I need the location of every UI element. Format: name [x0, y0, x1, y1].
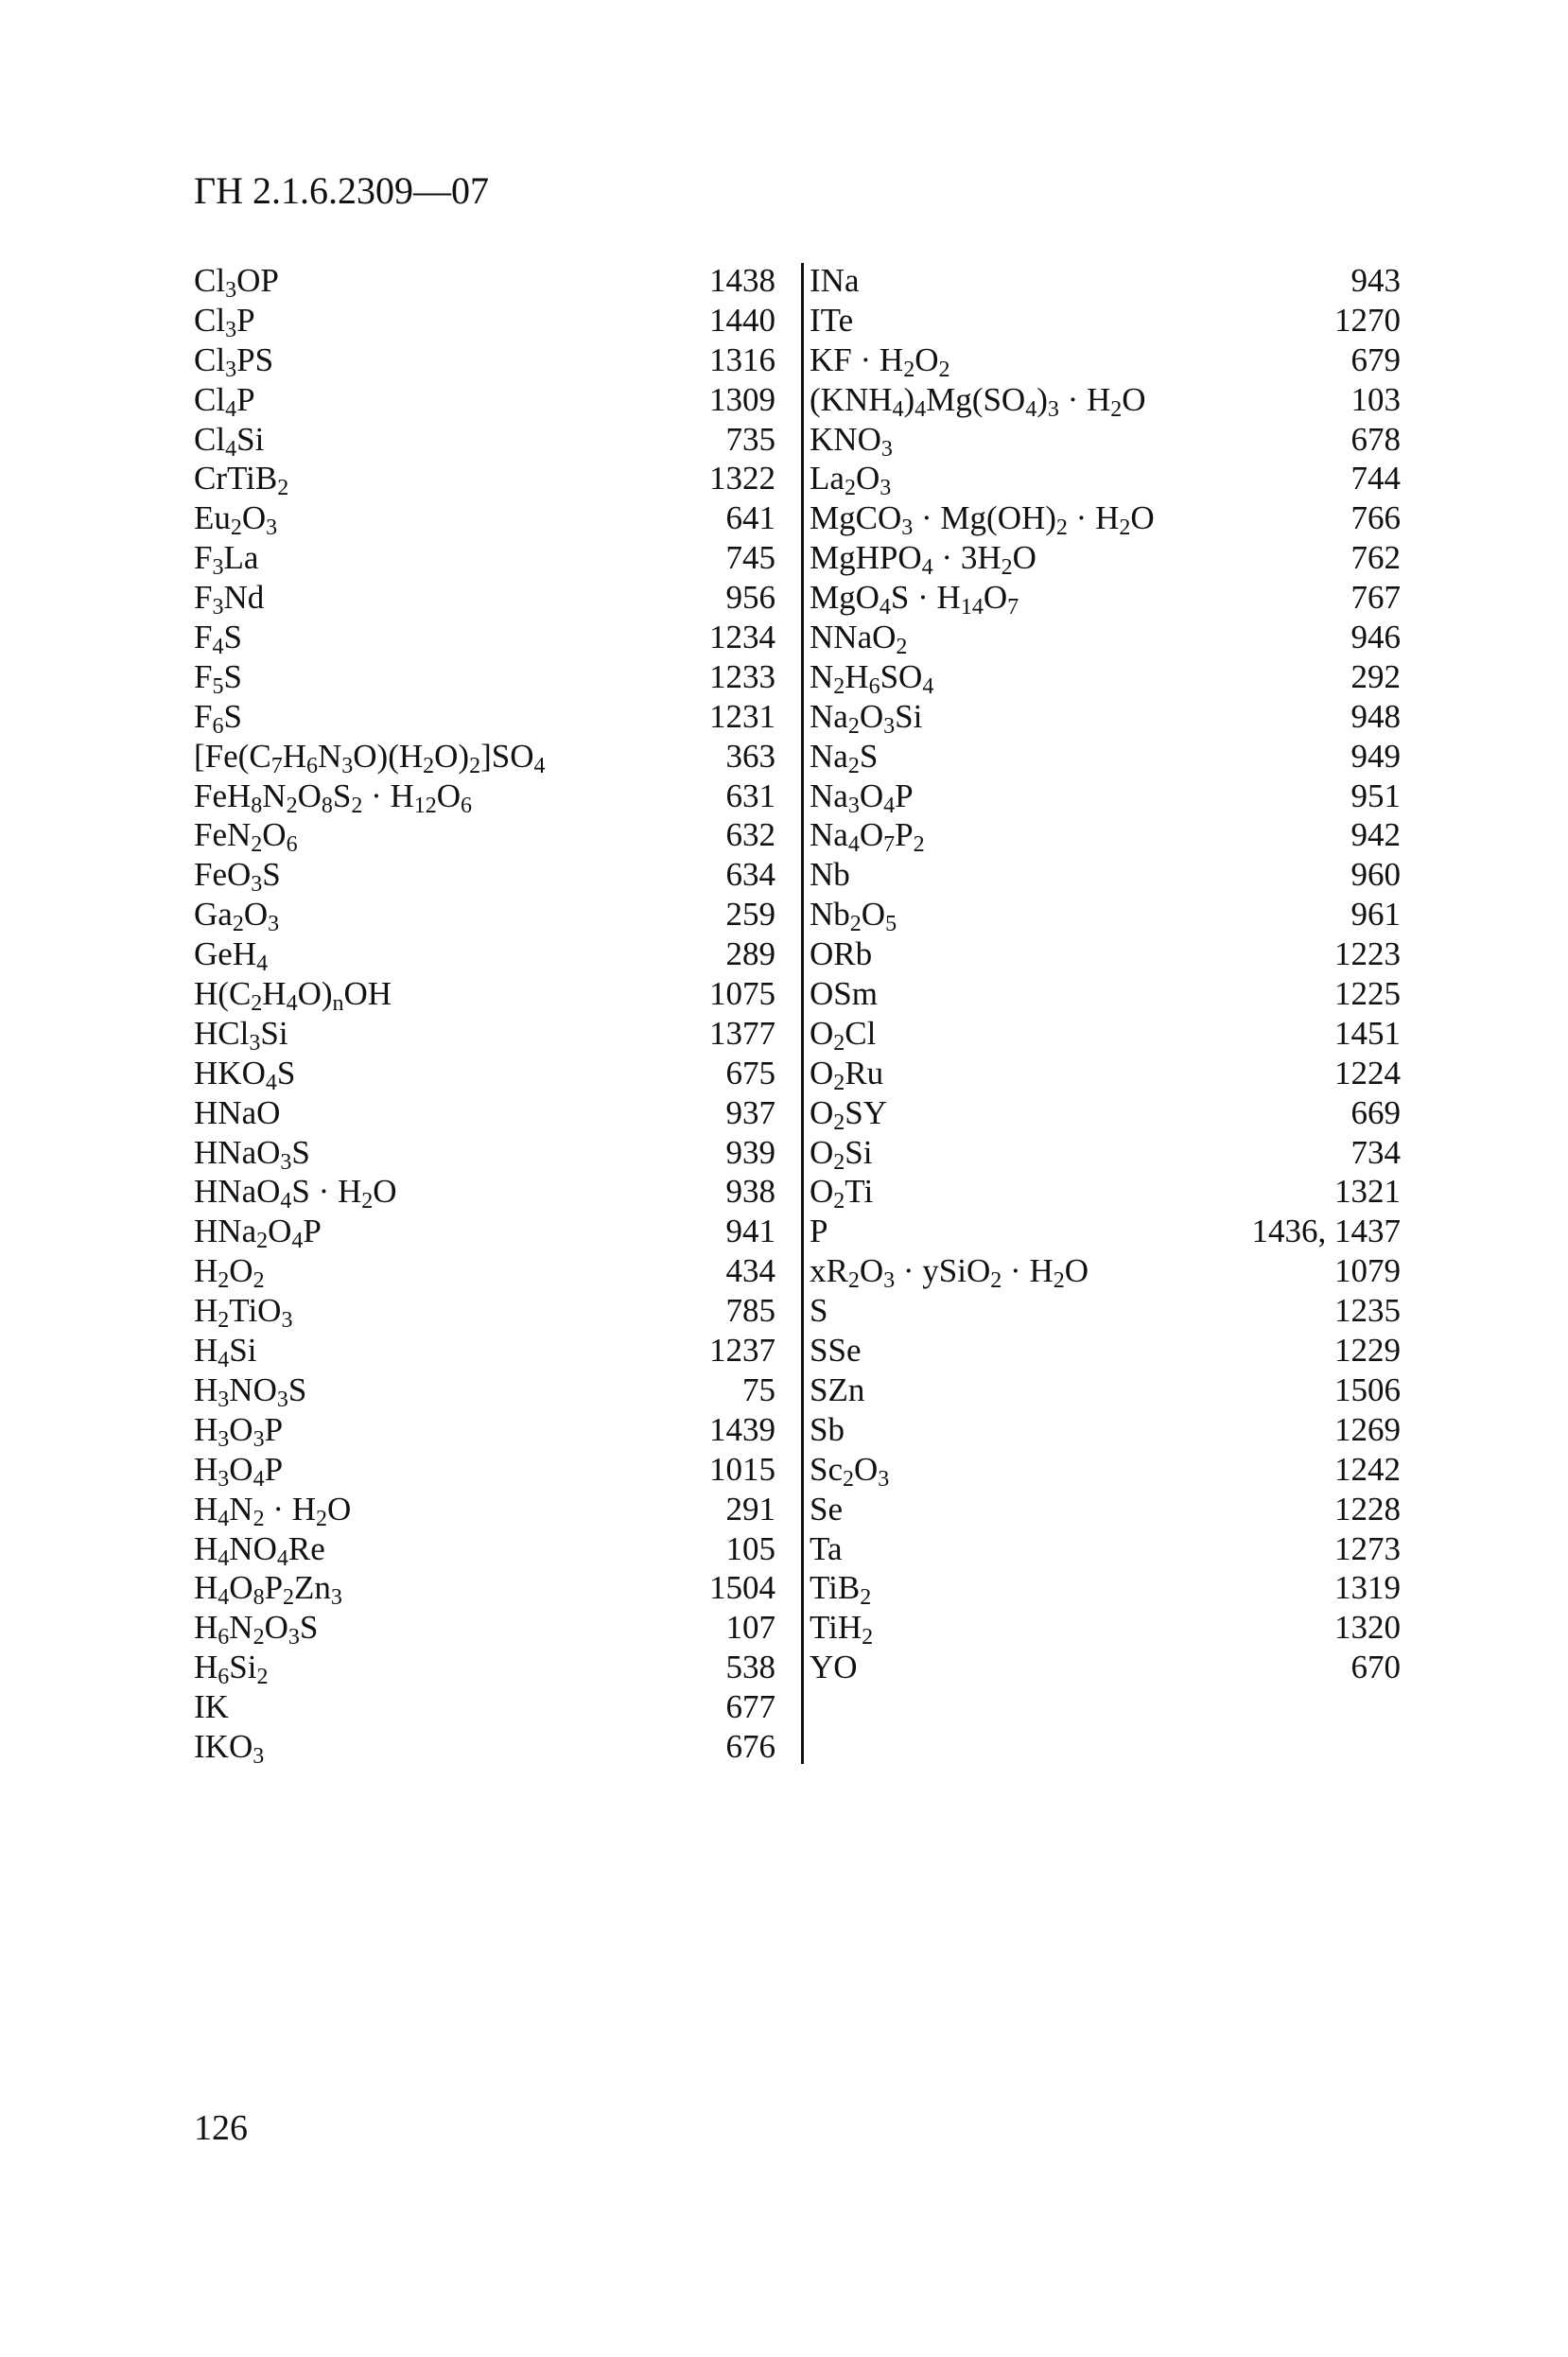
formula: $H_3NO_3S$ — [194, 1371, 307, 1412]
entry-number: 107 — [725, 1609, 775, 1647]
entry-number: 1270 — [1334, 301, 1401, 339]
table-row — [810, 1014, 1401, 1054]
entry-number: 1225 — [1334, 975, 1401, 1013]
formula: HCl$_3$Si — [194, 1014, 288, 1056]
entry-number: 956 — [725, 579, 775, 617]
table-row — [810, 1450, 1401, 1490]
formula: $H_6Si_2$ — [194, 1649, 269, 1690]
formula: $Nb_2O_5$ — [810, 896, 897, 937]
page-header: ГН 2.1.6.2309—07 — [194, 169, 490, 212]
formula: $Cl_4P$ — [194, 380, 255, 422]
entry-number: 767 — [1350, 579, 1401, 617]
entry-number: 1231 — [709, 697, 775, 735]
entry-number: 1504 — [709, 1569, 775, 1607]
table-row — [810, 895, 1401, 937]
formula: $Sc_2O_3$ — [810, 1450, 890, 1492]
table-row — [194, 618, 775, 660]
formula: FeO$_3$S — [194, 856, 281, 898]
table-row — [194, 1331, 775, 1371]
formula: $F_3La$ — [194, 539, 259, 581]
table-row — [810, 657, 1401, 697]
entry-number: 744 — [1350, 460, 1401, 498]
table-row — [810, 1648, 1401, 1687]
entry-number: 1451 — [1334, 1014, 1401, 1052]
table-row — [194, 261, 775, 301]
table-row — [810, 1291, 1401, 1331]
entry-number: 949 — [1350, 737, 1401, 775]
entry-number: 677 — [725, 1688, 775, 1726]
table-row — [194, 1608, 775, 1648]
formula: $Na_2O_3Si$ — [810, 697, 923, 739]
table-row — [810, 340, 1401, 380]
table-row — [810, 618, 1401, 660]
formula: MgCO$_3$ · $Mg(OH)_2 \cdot H_2O$ — [810, 499, 1155, 541]
formula: Se — [810, 1490, 844, 1528]
table-row — [810, 420, 1401, 460]
formula: $F_5S$ — [194, 657, 242, 699]
formula: $O_2Ru$ — [810, 1054, 884, 1095]
formula: $xR_2O_3$ · ySiO$_2$ · $H_2O$ — [810, 1252, 1089, 1294]
formula: $FeN_2O_6$ — [194, 816, 298, 858]
entry-number: 1015 — [709, 1450, 775, 1488]
formula: NNaO$_2$ — [810, 619, 908, 660]
table-row — [810, 498, 1401, 541]
table-row — [194, 1568, 775, 1611]
table-row — [194, 1727, 775, 1767]
entry-number: 631 — [725, 777, 775, 814]
formula: ITe — [810, 301, 854, 339]
formula: INa — [810, 262, 860, 299]
entry-number: 1319 — [1334, 1569, 1401, 1607]
formula: GeH$_4$ — [194, 935, 269, 977]
entry-number: 1075 — [709, 975, 775, 1013]
table-row — [194, 1251, 775, 1294]
entry-number: 939 — [725, 1133, 775, 1171]
formula: $FeH_8N_2O_8S_2 \cdot H_{12}O_6$ — [194, 777, 473, 818]
entry-number: 675 — [725, 1054, 775, 1091]
entry-number: 363 — [725, 737, 775, 775]
table-row — [810, 934, 1401, 974]
formula: $H_2O_2$ — [194, 1252, 265, 1294]
formula: $La_2O_3$ — [810, 460, 892, 501]
formula: $O_2SY$ — [810, 1093, 888, 1135]
entry-number: 745 — [725, 539, 775, 577]
entry-number: 734 — [1350, 1133, 1401, 1171]
entry-number: 960 — [1350, 856, 1401, 894]
entry-number: 292 — [1350, 657, 1401, 695]
entry-number: 941 — [725, 1213, 775, 1250]
entry-number: 1269 — [1334, 1410, 1401, 1448]
formula: $Na_3O_4P$ — [810, 777, 914, 818]
entry-number: 961 — [1350, 896, 1401, 934]
entry-number: 103 — [1350, 380, 1401, 418]
formula: Ta — [810, 1529, 843, 1567]
table-row — [194, 777, 775, 816]
formula: P — [810, 1213, 828, 1250]
formula: $H_6N_2O_3S$ — [194, 1609, 319, 1650]
formula: CrTiB$_2$ — [194, 460, 289, 501]
right-column — [810, 261, 1401, 1687]
formula: $H_4N_2 \cdot H_2O$ — [194, 1490, 352, 1531]
formula: $O_2Cl$ — [810, 1014, 877, 1056]
entry-number: 951 — [1350, 777, 1401, 814]
table-row — [810, 855, 1401, 895]
formula: $O_2Ti$ — [810, 1173, 874, 1214]
formula: $F_4S$ — [194, 619, 242, 660]
entry-number: 1438 — [709, 262, 775, 299]
formula: HNaO — [194, 1093, 281, 1131]
table-row — [810, 538, 1401, 581]
table-row — [810, 1529, 1401, 1569]
entry-number: 678 — [1350, 420, 1401, 458]
column-divider — [801, 263, 804, 1764]
entry-number: 735 — [725, 420, 775, 458]
entry-number: 1229 — [1334, 1332, 1401, 1370]
formula: $H(C_2H_4O)_nOH$ — [194, 975, 392, 1017]
table-row — [194, 934, 775, 977]
table-row — [810, 1172, 1401, 1212]
formula: SSe — [810, 1332, 862, 1370]
entry-number: 676 — [725, 1727, 775, 1765]
entry-number: 785 — [725, 1292, 775, 1330]
formula: $Cl_3PS$ — [194, 340, 274, 382]
entry-number: 291 — [725, 1490, 775, 1528]
table-row — [194, 1212, 775, 1254]
table-row — [194, 1172, 775, 1212]
formula: MgHPO$_4$ · $3H_2O$ — [810, 539, 1037, 581]
entry-number: 1377 — [709, 1014, 775, 1052]
table-row — [810, 1608, 1401, 1648]
formula: $O_2Si$ — [810, 1133, 873, 1175]
entry-number: 943 — [1350, 262, 1401, 299]
left-column — [194, 261, 775, 1767]
formula: OSm — [810, 975, 878, 1013]
entry-number: 1235 — [1334, 1292, 1401, 1330]
entry-number: 1439 — [709, 1410, 775, 1448]
table-row — [194, 895, 775, 937]
formula: Nb — [810, 856, 850, 894]
table-row — [810, 777, 1401, 816]
table-row — [810, 1212, 1401, 1251]
formula: $(KNH_4)_4Mg(SO_4)_3 \cdot H_2O$ — [810, 380, 1146, 422]
entry-number: 1321 — [1334, 1173, 1401, 1211]
table-row — [810, 380, 1401, 420]
table-row — [194, 737, 775, 777]
entry-number: 1224 — [1334, 1054, 1401, 1091]
entry-number: 105 — [725, 1529, 775, 1567]
table-row — [194, 1291, 775, 1334]
formula: $N_2H_6SO_4$ — [810, 657, 934, 699]
table-row — [810, 815, 1401, 858]
entry-number: 75 — [742, 1371, 775, 1408]
formula: SZn — [810, 1371, 865, 1408]
table-row — [194, 657, 775, 697]
entry-number: 762 — [1350, 539, 1401, 577]
entry-number: 670 — [1350, 1649, 1401, 1686]
table-row — [194, 1490, 775, 1529]
entry-number: 259 — [725, 896, 775, 934]
table-row — [194, 380, 775, 420]
entry-number: 938 — [725, 1173, 775, 1211]
table-row — [194, 815, 775, 858]
table-row — [810, 1133, 1401, 1173]
table-row — [810, 459, 1401, 501]
table-row — [194, 459, 775, 501]
entry-number: 634 — [725, 856, 775, 894]
entry-number: 1316 — [709, 340, 775, 378]
entry-number: 679 — [1350, 340, 1401, 378]
table-row — [194, 974, 775, 1017]
formula: TiB$_2$ — [810, 1569, 872, 1611]
table-row — [810, 1568, 1401, 1611]
entry-number: 641 — [725, 499, 775, 537]
entry-number: 1440 — [709, 301, 775, 339]
table-row — [194, 420, 775, 460]
entry-number: 1506 — [1334, 1371, 1401, 1408]
formula: $Cl_3OP$ — [194, 262, 279, 303]
formula: $H_4O_8P_2Zn_3$ — [194, 1569, 342, 1611]
entry-number: 1309 — [709, 380, 775, 418]
table-row — [810, 1410, 1401, 1450]
table-row — [194, 1093, 775, 1133]
entry-number: 1079 — [1334, 1252, 1401, 1290]
entry-number: 434 — [725, 1252, 775, 1290]
entry-number: 1234 — [709, 619, 775, 656]
entry-number: 1233 — [709, 657, 775, 695]
entry-number: 1228 — [1334, 1490, 1401, 1528]
table-row — [194, 1014, 775, 1054]
entry-number: 948 — [1350, 697, 1401, 735]
formula: $H_4NO_4Re$ — [194, 1529, 325, 1571]
table-row — [810, 1371, 1401, 1410]
formula: HNaO$_3$S — [194, 1133, 310, 1175]
table-row — [194, 301, 775, 340]
entry-number: 946 — [1350, 619, 1401, 656]
table-row — [194, 855, 775, 898]
formula: $Eu_2O_3$ — [194, 499, 278, 541]
table-row — [194, 1054, 775, 1093]
page-number: 126 — [194, 2108, 248, 2148]
entry-number: 538 — [725, 1649, 775, 1686]
table-row — [810, 974, 1401, 1014]
formula: $Ga_2O_3$ — [194, 896, 280, 937]
formula: KF · $H_2O_2$ — [810, 340, 950, 382]
formula: $Cl_3P$ — [194, 301, 255, 342]
table-row — [810, 697, 1401, 737]
formula: $HKO_4S$ — [194, 1054, 296, 1095]
formula: HNaO$_4$S · $H_2O$ — [194, 1173, 397, 1214]
formula: $MgO_4S \cdot H_{14}O_7$ — [810, 579, 1019, 620]
entry-number: 1242 — [1334, 1450, 1401, 1488]
table-row — [194, 1133, 775, 1173]
table-row — [194, 697, 775, 737]
table-row — [810, 1054, 1401, 1093]
table-row — [810, 578, 1401, 618]
formula: $F_3Nd$ — [194, 579, 265, 620]
entry-number: 766 — [1350, 499, 1401, 537]
table-row — [194, 498, 775, 541]
table-row — [194, 1529, 775, 1569]
table-row — [810, 1331, 1401, 1371]
table-row — [194, 1450, 775, 1490]
entry-number: 1322 — [709, 460, 775, 498]
entry-number: 669 — [1350, 1093, 1401, 1131]
table-row — [194, 340, 775, 380]
entry-number: 1273 — [1334, 1529, 1401, 1567]
formula: $[Fe(C_7H_6N_3O)(H_2O)_2]SO_4$ — [194, 737, 546, 778]
entry-number: 1320 — [1334, 1609, 1401, 1647]
table-row — [810, 737, 1401, 777]
formula: $Cl_4Si$ — [194, 420, 265, 462]
entry-number: 632 — [725, 816, 775, 854]
entry-number: 1436, 1437 — [1251, 1213, 1401, 1250]
table-row — [810, 301, 1401, 340]
formula: $HNa_2O_4P$ — [194, 1213, 322, 1254]
entry-number: 937 — [725, 1093, 775, 1131]
entry-number: 1237 — [709, 1332, 775, 1370]
formula: ORb — [810, 935, 873, 973]
formula: $H_4Si$ — [194, 1332, 257, 1373]
formula: $Na_4O_7P_2$ — [810, 816, 925, 858]
formula: $KNO_3$ — [810, 420, 893, 462]
table-row — [810, 1093, 1401, 1133]
formula: $H_3O_3P$ — [194, 1410, 284, 1452]
formula: Sb — [810, 1410, 845, 1448]
formula: IK — [194, 1688, 229, 1726]
table-row — [194, 578, 775, 618]
table-row — [810, 261, 1401, 301]
entry-number: 942 — [1350, 816, 1401, 854]
formula: $Na_2S$ — [810, 737, 879, 778]
formula: $H_3O_4P$ — [194, 1450, 284, 1492]
table-row — [810, 1251, 1401, 1294]
table-row — [194, 1410, 775, 1450]
table-row — [194, 1687, 775, 1727]
table-row — [194, 1371, 775, 1410]
formula: $H_2TiO_3$ — [194, 1292, 293, 1334]
formula: $IKO_3$ — [194, 1727, 265, 1769]
table-row — [810, 1490, 1401, 1529]
entry-number: 1223 — [1334, 935, 1401, 973]
formula: S — [810, 1292, 828, 1330]
table-row — [194, 538, 775, 581]
formula: $F_6S$ — [194, 697, 242, 739]
entry-number: 289 — [725, 935, 775, 973]
formula: YO — [810, 1649, 858, 1686]
table-row — [194, 1648, 775, 1690]
formula: TiH$_2$ — [810, 1609, 874, 1650]
